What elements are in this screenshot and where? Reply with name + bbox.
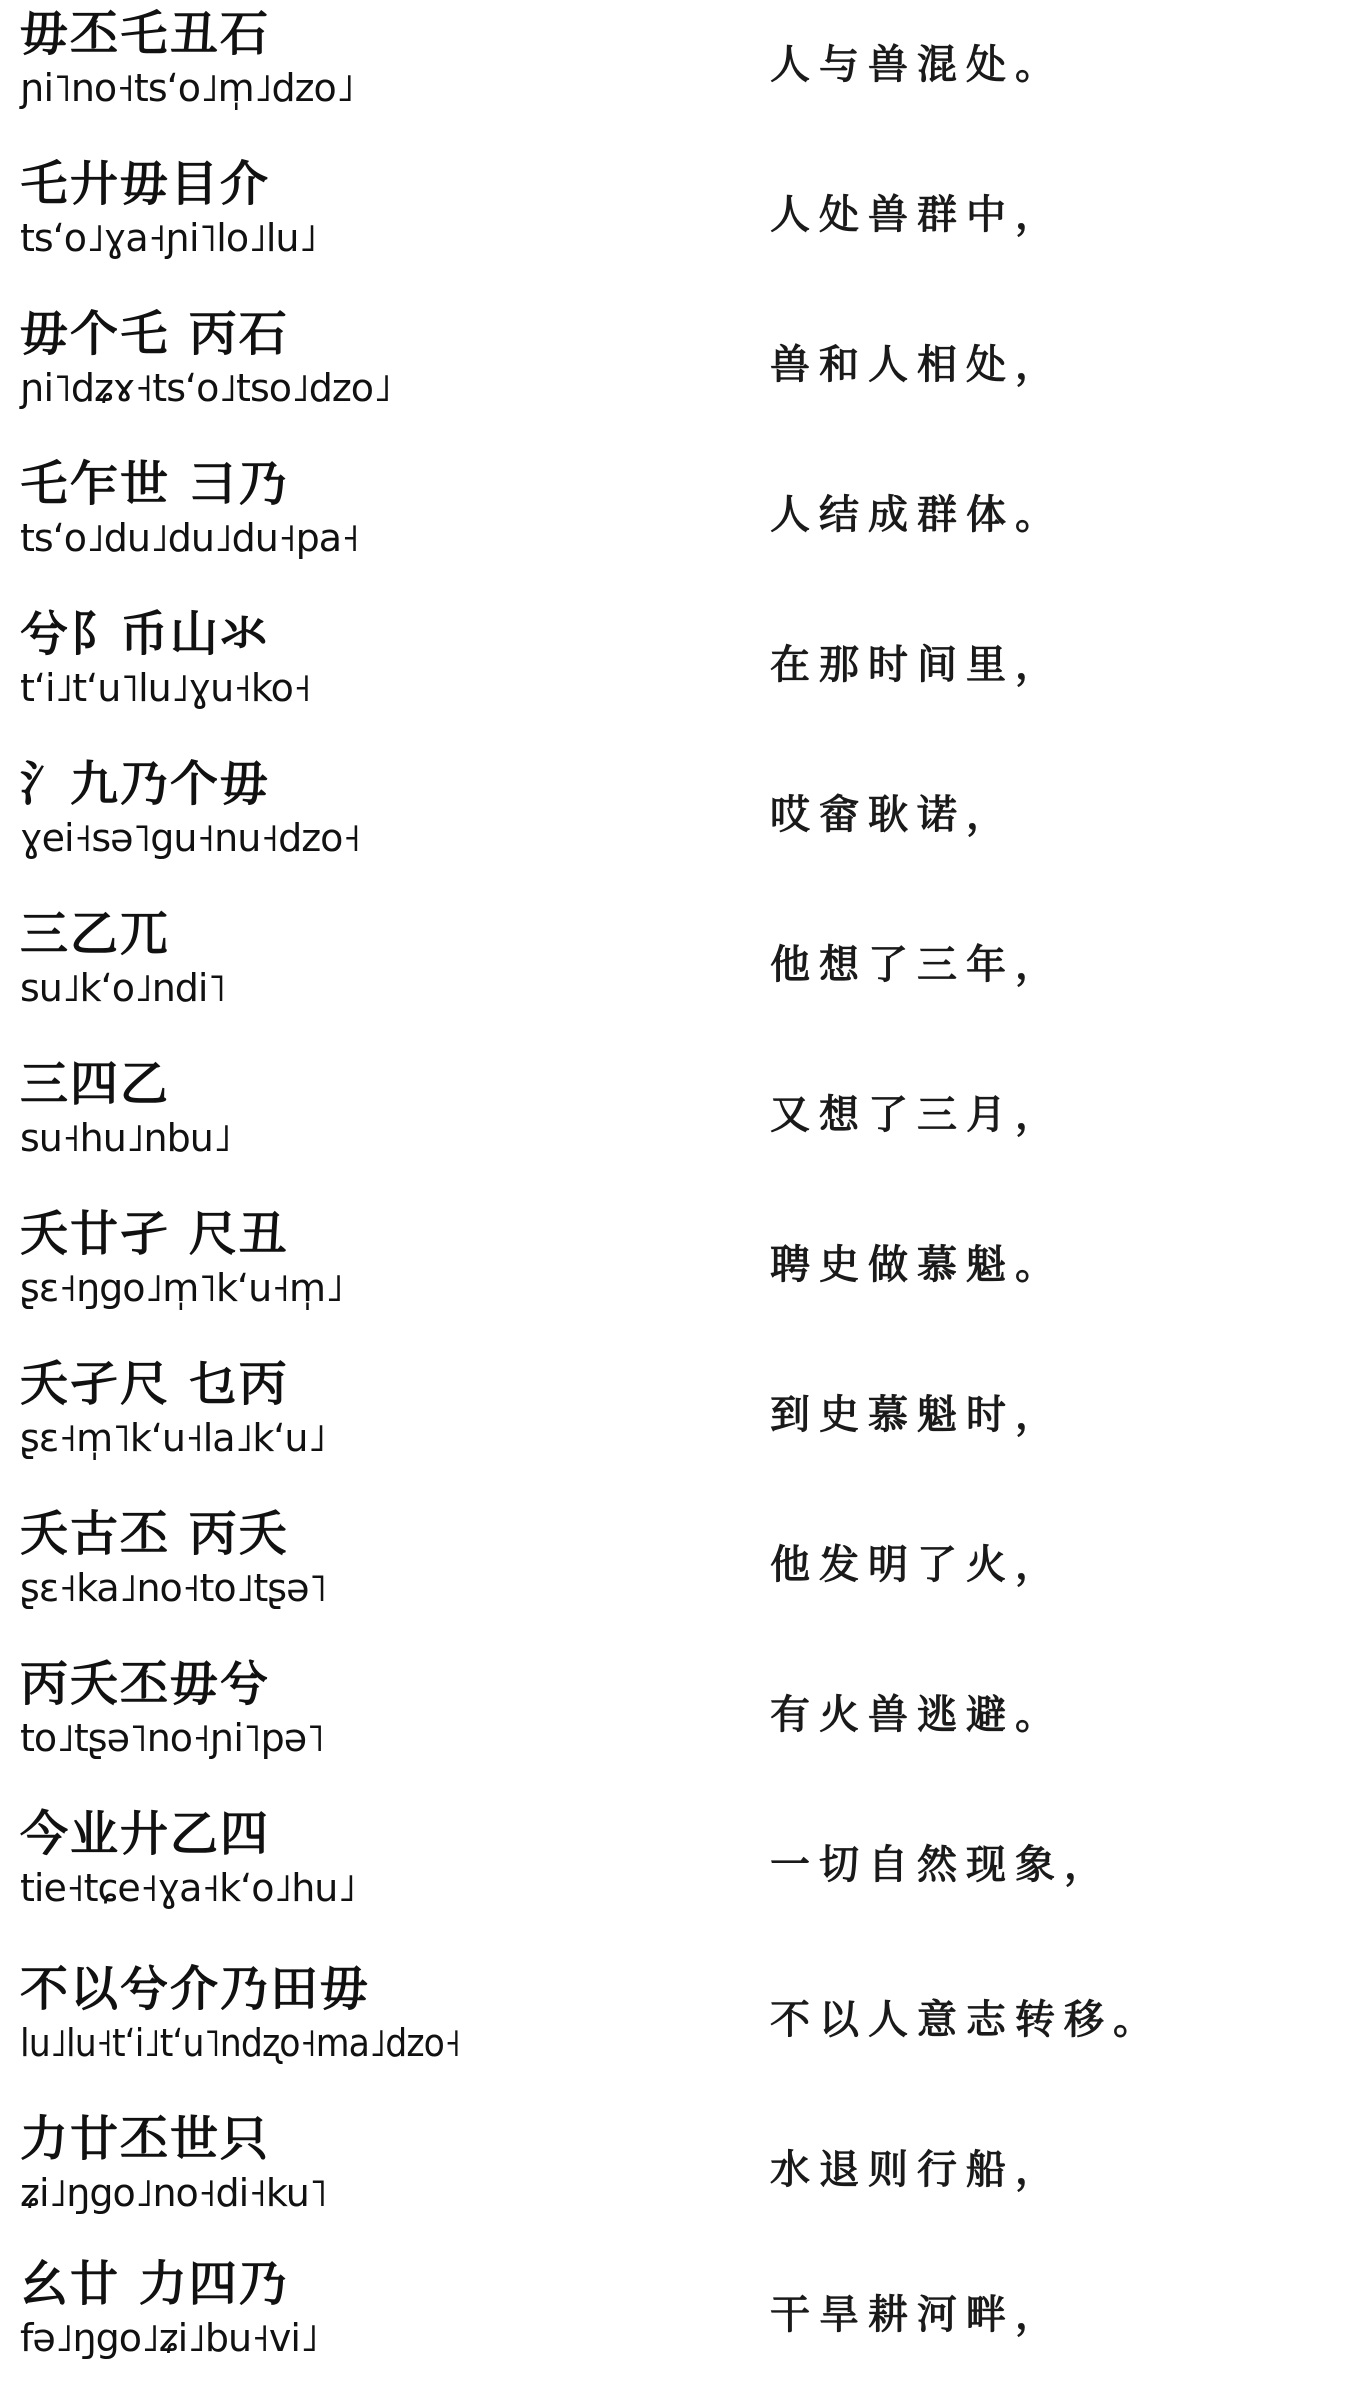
chinese-translation: 到史慕魁时， [770, 1392, 1064, 1438]
glyph-cell [20, 600, 460, 730]
yi-script-text: 毋丕乇丑石 [20, 6, 271, 62]
yi-script-text: 乇廾毋目介 [20, 156, 271, 212]
glyph-cell [20, 1500, 460, 1630]
line-5 [0, 600, 1359, 740]
yi-script-text: 乇乍世 彐乃 [20, 456, 289, 512]
romanization-text: tie˧tɕe˧ɣa˧kʻo˩hu˩ [20, 1866, 356, 1910]
glyph-cell [20, 2250, 460, 2380]
yi-script-text: 毋个乇 丙石 [20, 306, 289, 362]
romanization-text: ɣei˧sə˥gu˧nu˧dzo˧ [20, 816, 361, 860]
chinese-translation: 他想了三年， [770, 942, 1064, 988]
glyph-cell [20, 1200, 460, 1330]
chinese-translation: 哎畲耿诺， [770, 792, 1015, 838]
glyph-cell [20, 450, 460, 580]
yi-script-text: 三四乙 [20, 1056, 171, 1112]
romanization-text: ʂɛ˧m̩˥kʻu˧la˩kʻu˩ [20, 1416, 326, 1460]
yi-script-text: 氵九乃个毋 [20, 756, 271, 812]
glyph-cell [20, 1050, 460, 1180]
yi-script-text: 丙夭丕毋兮 [20, 1656, 271, 1712]
line-1 [0, 0, 1359, 140]
romanization-text: tsʻo˩ɣa˧ɲi˥lo˩lu˩ [20, 216, 317, 260]
line-12 [0, 1650, 1359, 1790]
romanization-text: fə˩ŋgo˩ʑi˩bu˧vi˩ [20, 2316, 318, 2360]
yi-script-text: 兮阝币山氺 [20, 606, 271, 662]
chinese-translation: 在那时间里， [770, 642, 1064, 688]
chinese-translation: 有火兽逃避。 [770, 1692, 1064, 1738]
romanization-text: ʂɛ˧ŋgo˩m̩˥kʻu˧m̩˩ [20, 1266, 343, 1310]
line-9 [0, 1200, 1359, 1340]
line-2 [0, 150, 1359, 290]
glyph-cell [20, 1955, 460, 2085]
yi-script-text: 幺廿 力四乃 [20, 2256, 289, 2312]
chinese-translation: 人处兽群中， [770, 192, 1064, 238]
chinese-translation: 人与兽混处。 [770, 42, 1064, 88]
romanization-text: tsʻo˩du˩du˩du˧pa˧ [20, 516, 359, 560]
line-7 [0, 900, 1359, 1040]
romanization-text: su˩kʻo˩ndi˥ [20, 966, 226, 1010]
glyph-cell [20, 1650, 460, 1780]
chinese-translation: 不以人意志转移。 [770, 1997, 1162, 2043]
glyph-cell [20, 300, 460, 430]
line-14 [0, 1955, 1359, 2095]
line-13 [0, 1800, 1359, 1940]
chinese-translation: 聘史做慕魁。 [770, 1242, 1064, 1288]
romanization-text: to˩tʂə˥no˧ɲi˥pə˥ [20, 1716, 324, 1760]
line-10 [0, 1350, 1359, 1490]
chinese-translation: 干旱耕河畔， [770, 2292, 1064, 2338]
glyph-cell [20, 2105, 460, 2235]
line-3 [0, 300, 1359, 440]
line-6 [0, 750, 1359, 890]
yi-script-text: 三乙兀 [20, 906, 171, 962]
romanization-text: tʻi˩tʻu˥lu˩ɣu˧ko˧ [20, 666, 311, 710]
line-11 [0, 1500, 1359, 1640]
line-15 [0, 2105, 1359, 2245]
romanization-text: ɲi˥no˧tsʻo˩m̩˩dzo˩ [20, 66, 354, 110]
chinese-translation: 一切自然现象， [770, 1842, 1113, 1888]
yi-script-text: 不以兮介乃田毋 [20, 1961, 371, 2017]
chinese-translation: 水退则行船， [770, 2147, 1064, 2193]
romanization-text: lu˩lu˧tʻi˩tʻu˥ndʐo˧ma˩dzo˧ [20, 2021, 461, 2065]
chinese-translation: 人结成群体。 [770, 492, 1064, 538]
line-8 [0, 1050, 1359, 1190]
glyph-cell [20, 1800, 460, 1930]
chinese-translation: 他发明了火， [770, 1542, 1064, 1588]
glyph-cell [20, 1350, 460, 1480]
romanization-text: ʑi˩ŋgo˩no˧di˧ku˥ [20, 2171, 327, 2215]
glyph-cell [20, 900, 460, 1030]
glyph-cell [20, 0, 460, 130]
chinese-translation: 兽和人相处， [770, 342, 1064, 388]
yi-script-text: 力廿丕世只 [20, 2111, 271, 2167]
yi-script-text: 今业廾乙四 [20, 1806, 271, 1862]
glyph-cell [20, 750, 460, 880]
yi-script-text: 夭古丕 丙夭 [20, 1506, 289, 1562]
chinese-translation: 又想了三月， [770, 1092, 1064, 1138]
yi-script-text: 夭廿孑 尺丑 [20, 1206, 289, 1262]
glyph-cell [20, 150, 460, 280]
romanization-text: ʂɛ˧ka˩no˧to˩tʂə˥ [20, 1566, 327, 1610]
romanization-text: ɲi˥dʑɤ˧tsʻo˩tso˩dzo˩ [20, 366, 391, 410]
romanization-text: su˧hu˩nbu˩ [20, 1116, 231, 1160]
line-16 [0, 2250, 1359, 2390]
yi-script-text: 夭孑尺 乜丙 [20, 1356, 289, 1412]
line-4 [0, 450, 1359, 590]
